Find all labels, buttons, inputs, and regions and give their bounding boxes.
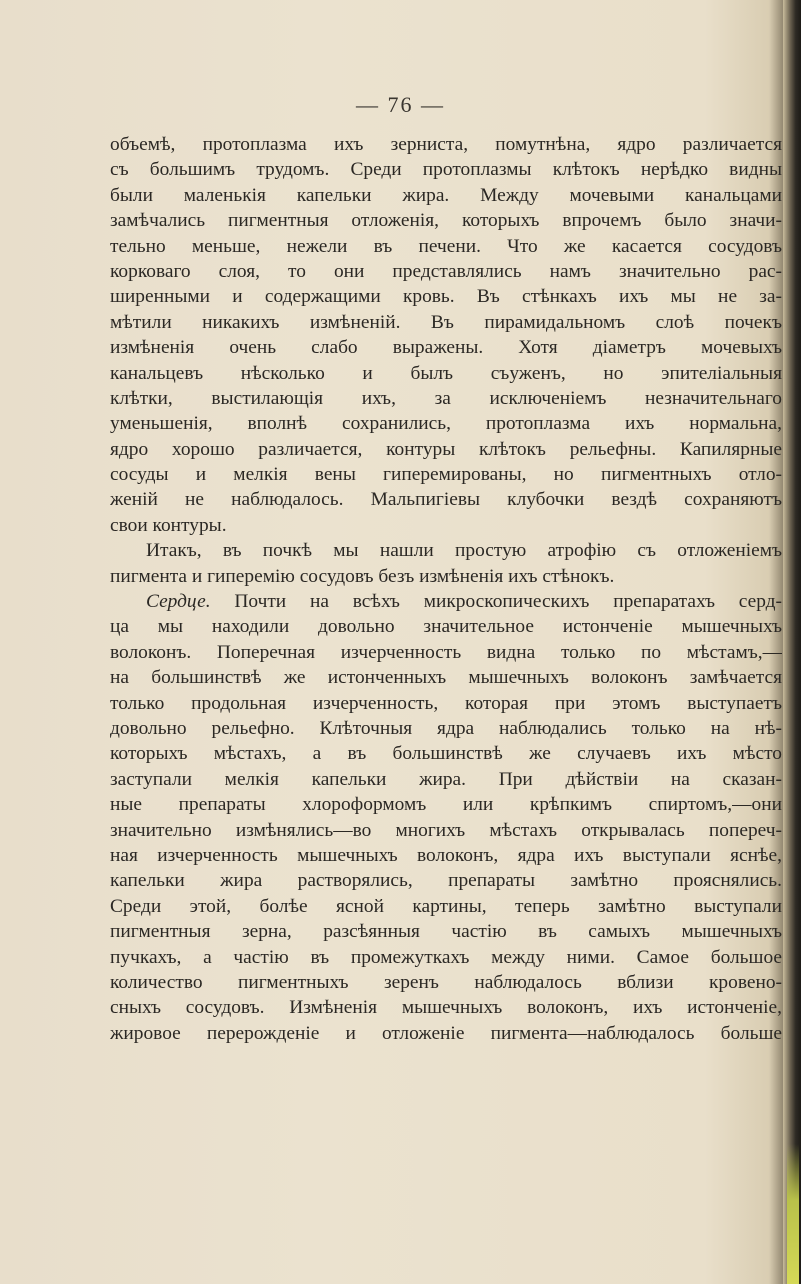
text-line: ные препараты хлороформомъ или крѣпкимъ спиртомъ,—они [110,794,782,816]
text-line: Среди этой, болѣе ясной картины, теперь замѣтно выступали [110,895,782,917]
text-line: пучкахъ, а частію въ промежуткахъ между ними. Самое большое [110,946,782,968]
text-line: измѣненія очень слабо выражены. Хотя діаметръ мочевыхъ [110,337,782,359]
text-line: пигмента и гиперемію сосудовъ безъ измѣненія ихъ стѣнокъ. [110,565,615,587]
text-line: ширенными и содержащими кровь. Въ стѣнкахъ ихъ мы не за- [110,286,782,308]
text-line-heart [110,589,782,614]
text-line: были маленькія капельки жира. Между мочевыми канальцами [110,184,782,206]
text-line: сосуды и мелкія вены гиперемированы, но пигментныхъ отло- [110,464,782,486]
text-line: женій не наблюдалось. Мальпигіевы клубочки вездѣ сохраняютъ [110,489,782,511]
text-line: заступали мелкія капельки жира. При дѣйствіи на сказан- [110,768,782,790]
text-line: ца мы находили довольно значительное истонченіе мышечныхъ [110,616,782,638]
page-edge-tint [787,1144,799,1284]
text-line: канальцевъ нѣсколько и былъ съуженъ, но эпителіальныя [110,362,782,384]
text-line: только продольная изчерченность, которая при этомъ выступаетъ [110,692,782,714]
text-line: тельно меньше, нежели въ печени. Что же касается сосудовъ [110,235,782,257]
text-line: сныхъ сосудовъ. Измѣненія мышечныхъ волоконъ, ихъ истонченіе, [110,997,782,1019]
text-line: ная изчерченность мышечныхъ волоконъ, ядра ихъ выступали яснѣе, [110,844,782,866]
text-fragment: Почти на всѣхъ микроскопическихъ препаратахъ серд- [234,591,782,613]
page-number: — 76 — [356,92,445,117]
text-line: Итакъ, въ почкѣ мы нашли простую атрофію съ отложеніемъ [146,540,782,562]
text-line: жировое перерожденіе и отложеніе пигмента—наблюдалось больше [110,1022,782,1044]
text-line: на большинствѣ же истонченныхъ мышечныхъ волоконъ замѣчается [110,667,782,689]
text-line: пигментныя зерна, разсѣянныя частію въ самыхъ мышечныхъ [110,921,782,943]
text-line: свои контуры. [110,514,227,536]
text-line: замѣчались пигментныя отложенія, которыхъ впрочемъ было значи- [110,210,782,232]
text-line: значительно измѣнялись—во многихъ мѣстахъ открывалась попереч- [110,819,782,841]
text-line: ядро хорошо различается, контуры клѣтокъ рельефны. Капилярные [110,438,782,460]
text-line: мѣтили никакихъ измѣненій. Въ пирамидальномъ слоѣ почекъ [110,311,782,333]
book-spine-shadow [783,0,801,1284]
text-line: съ большимъ трудомъ. Среди протоплазмы клѣтокъ нерѣдко видны [110,159,782,181]
text-line: количество пигментныхъ зеренъ наблюдалось вблизи кровено- [110,971,782,993]
text-line: уменьшенія, вполнѣ сохранились, протоплазма ихъ нормальна, [110,413,782,435]
section-heading-heart: Сердце. [146,591,211,613]
body-text [110,132,782,1046]
text-line: капельки жира растворялись, препараты замѣтно прояснялись. [110,870,782,892]
text-line: которыхъ мѣстахъ, а въ большинствѣ же случаевъ ихъ мѣсто [110,743,782,765]
text-line: волоконъ. Поперечная изчерченность видна только по мѣстамъ,— [110,641,782,663]
text-line: корковаго слоя, то они представлялись намъ значительно рас- [110,260,782,282]
text-line: объемѣ, протоплазма ихъ зерниста, помутнѣна, ядро различается [110,134,782,155]
text-line: довольно рельефно. Клѣточныя ядра наблюдались только на нѣ- [110,717,782,739]
text-line: клѣтки, выстилающія ихъ, за исключеніемъ незначительнаго [110,387,782,409]
